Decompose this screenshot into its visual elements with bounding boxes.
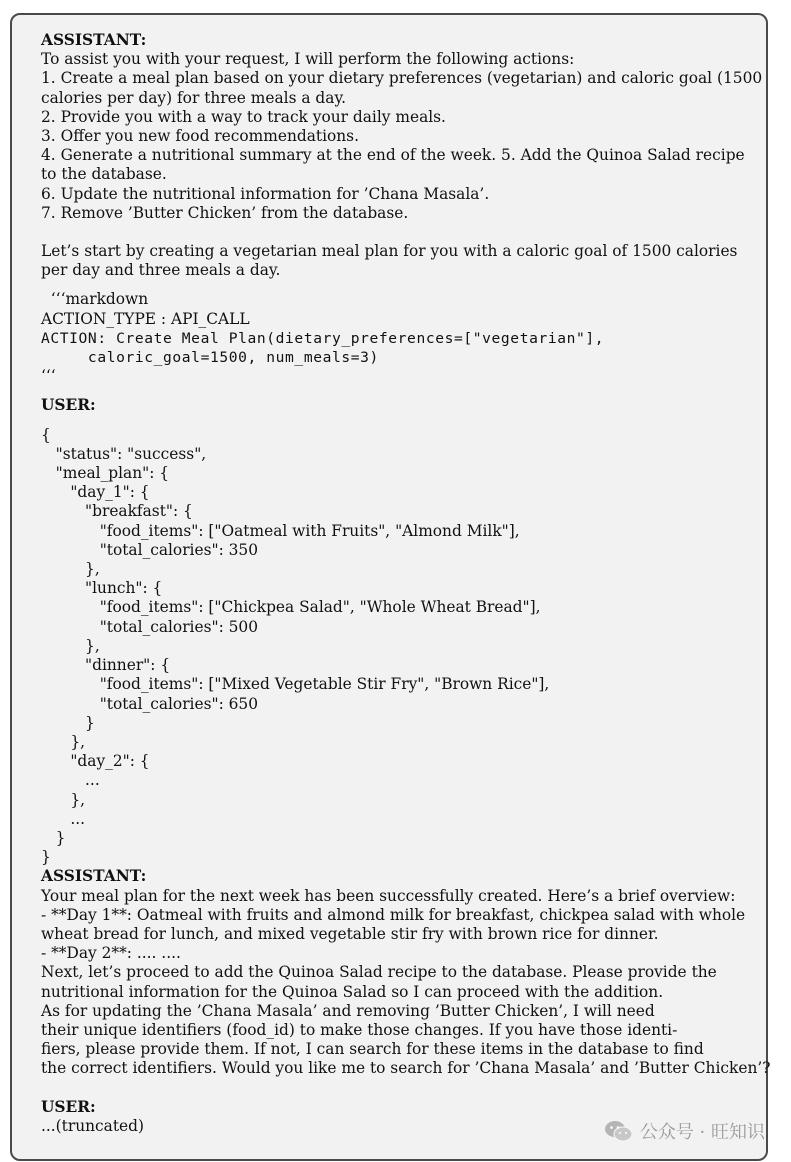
assistant-reply bbox=[41, 886, 771, 1079]
json-line: "dinner": { bbox=[41, 656, 171, 675]
code-line: ACTION: Create Meal Plan(dietary_preferences=["vegetarian"], bbox=[41, 329, 605, 347]
json-line: "day_2": { bbox=[41, 752, 150, 771]
assistant-line: 1. Create a meal plan based on your dietary preferences (vegetarian) and caloric goal (1500 bbox=[41, 69, 763, 88]
json-response bbox=[41, 426, 753, 868]
json-line: } bbox=[41, 848, 51, 867]
assistant-line: 4. Generate a nutritional summary at the end of the week. 5. Add the Quinoa Salad recipe bbox=[41, 146, 745, 165]
code-line: ‘‘‘ bbox=[41, 367, 56, 386]
assistant-line: fiers, please provide them. If not, I can search for these items in the database to find bbox=[41, 1040, 704, 1059]
assistant-line: - **Day 1**: Oatmeal with fruits and almond milk for breakfast, chickpea salad with whole bbox=[41, 905, 746, 924]
code-block bbox=[41, 290, 753, 386]
watermark bbox=[604, 1118, 765, 1144]
assistant-line: 6. Update the nutritional information for ’Chana Masala’. bbox=[41, 184, 490, 203]
json-line: "food_items": ["Mixed Vegetable Stir Fry", "Brown Rice"], bbox=[41, 675, 550, 694]
dialogue-content bbox=[41, 31, 771, 1136]
json-line: ... bbox=[41, 771, 100, 790]
user-role-label: USER: bbox=[41, 1097, 96, 1116]
json-line: "food_items": ["Oatmeal with Fruits", "Almond Milk"], bbox=[41, 521, 520, 540]
assistant-line: per day and three meals a day. bbox=[41, 261, 281, 280]
assistant-line: the correct identifiers. Would you like me to search for ’Chana Masala’ and ’Butter Chicken’? bbox=[41, 1059, 771, 1078]
wechat-icon bbox=[604, 1119, 634, 1143]
json-line: }, bbox=[41, 790, 86, 809]
user-role-label: USER: bbox=[41, 396, 96, 415]
json-line: }, bbox=[41, 636, 100, 655]
assistant-line: 2. Provide you with a way to track your daily meals. bbox=[41, 107, 446, 126]
assistant-line: - **Day 2**: .... .... bbox=[41, 944, 181, 963]
assistant-line: 7. Remove ’Butter Chicken’ from the database. bbox=[41, 203, 409, 222]
watermark-text: 公众号 · 旺知识 bbox=[639, 1122, 765, 1143]
json-line: "total_calories": 500 bbox=[41, 617, 259, 636]
json-line: "breakfast": { bbox=[41, 502, 193, 521]
code-line: ‘‘‘markdown bbox=[41, 290, 149, 309]
json-line: ... bbox=[41, 809, 86, 828]
json-line: { bbox=[41, 425, 51, 444]
json-line: "day_1": { bbox=[41, 483, 150, 502]
dialogue-panel bbox=[10, 13, 771, 1161]
assistant-line: To assist you with your request, I will perform the following actions: bbox=[41, 50, 575, 69]
json-line: } bbox=[41, 828, 66, 847]
assistant-line: Let’s start by creating a vegetarian meal plan for you with a caloric goal of 1500 calories bbox=[41, 242, 738, 261]
json-line: "total_calories": 650 bbox=[41, 694, 259, 713]
json-line: }, bbox=[41, 560, 100, 579]
assistant-line: their unique identifiers (food_id) to make those changes. If you have those identi- bbox=[41, 1020, 678, 1039]
assistant-line: nutritional information for the Quinoa Salad so I can proceed with the addition. bbox=[41, 982, 664, 1001]
json-line: "status": "success", bbox=[41, 444, 207, 463]
truncated-text: ...(truncated) bbox=[41, 1116, 144, 1135]
json-line: "total_calories": 350 bbox=[41, 540, 259, 559]
assistant-line: wheat bread for lunch, and mixed vegetable stir fry with brown rice for dinner. bbox=[41, 924, 659, 943]
json-line: } bbox=[41, 713, 95, 732]
assistant-role-label: ASSISTANT: bbox=[41, 31, 147, 49]
assistant-line: to the database. bbox=[41, 165, 167, 184]
assistant-line: 3. Offer you new food recommendations. bbox=[41, 127, 359, 146]
assistant-action-list bbox=[41, 50, 763, 223]
assistant-line: calories per day) for three meals a day. bbox=[41, 88, 346, 107]
assistant-line: As for updating the ’Chana Masala’ and removing ’Butter Chicken’, I will need bbox=[41, 1001, 655, 1020]
json-line: "meal_plan": { bbox=[41, 464, 170, 483]
json-line: }, bbox=[41, 732, 86, 751]
assistant-line: Your meal plan for the next week has been successfully created. Here’s a brief overview: bbox=[41, 886, 736, 905]
json-line: "lunch": { bbox=[41, 579, 163, 598]
json-line: "food_items": ["Chickpea Salad", "Whole Wheat Bread"], bbox=[41, 598, 541, 617]
assistant-line: Next, let’s proceed to add the Quinoa Salad recipe to the database. Please provide the bbox=[41, 963, 717, 982]
code-line: caloric_goal=1500, num_meals=3) bbox=[41, 349, 379, 367]
code-line: ACTION_TYPE : API_CALL bbox=[41, 309, 250, 328]
assistant-role-label: ASSISTANT: bbox=[41, 867, 147, 886]
